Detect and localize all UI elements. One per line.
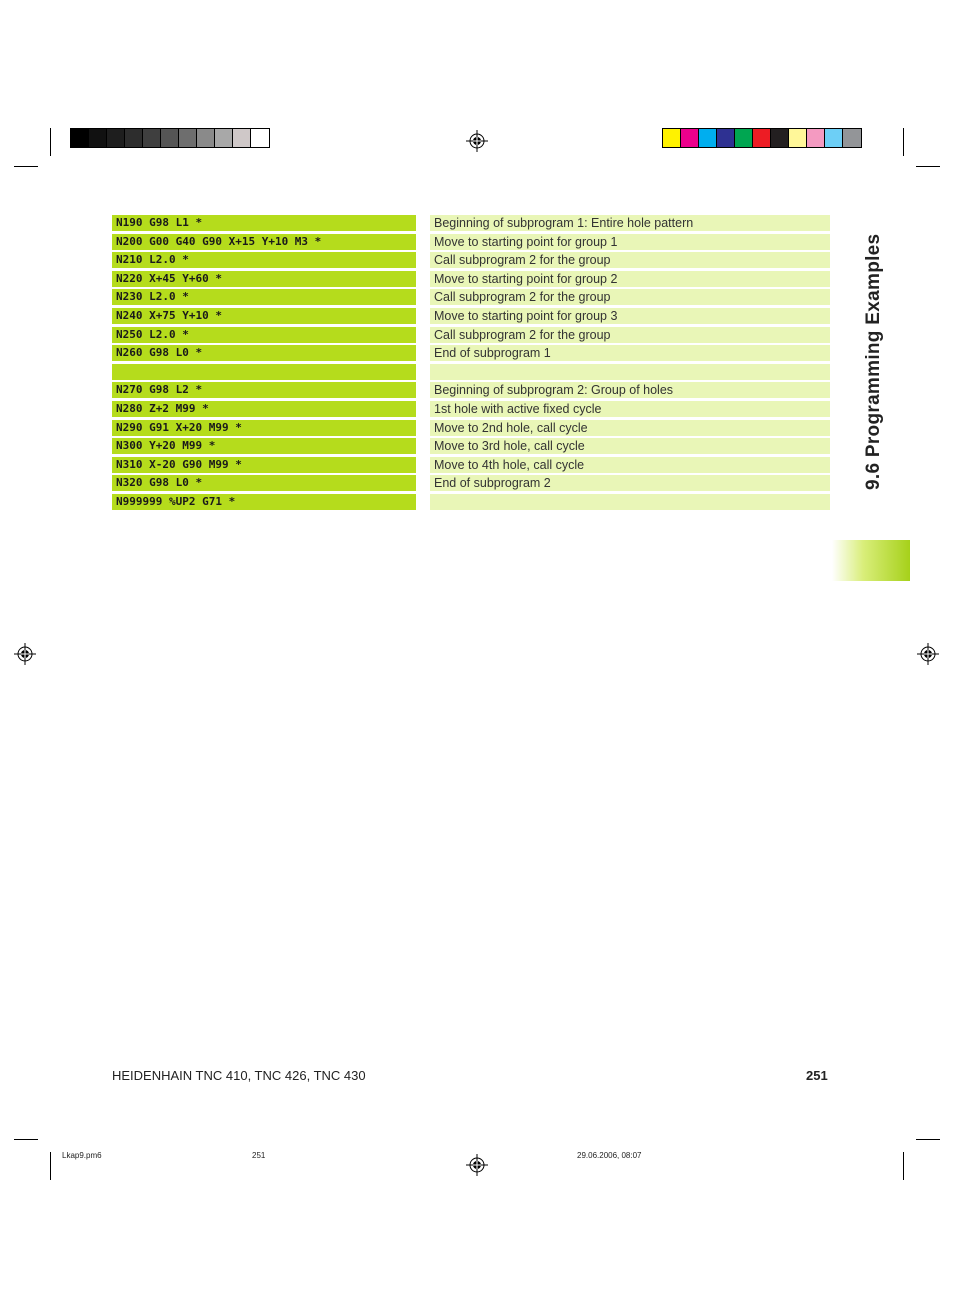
slug-datetime: 29.06.2006, 08:07 <box>577 1151 642 1160</box>
color-swatch <box>843 129 861 147</box>
nc-code: N210 L2.0 * <box>112 252 416 268</box>
slug-page: 251 <box>252 1151 266 1160</box>
page-number: 251 <box>806 1068 828 1083</box>
nc-code: N280 Z+2 M99 * <box>112 401 416 417</box>
crop-mark <box>903 128 904 156</box>
program-row <box>112 234 830 250</box>
nc-comment: Call subprogram 2 for the group <box>430 327 830 343</box>
nc-comment: Move to 3rd hole, call cycle <box>430 438 830 454</box>
grayscale-color-bar <box>70 128 270 148</box>
nc-code: N220 X+45 Y+60 * <box>112 271 416 287</box>
nc-code <box>112 364 416 380</box>
nc-comment: Move to starting point for group 1 <box>430 234 830 250</box>
footer-product: HEIDENHAIN TNC 410, TNC 426, TNC 430 <box>112 1068 366 1083</box>
program-row <box>112 215 830 231</box>
nc-code: N190 G98 L1 * <box>112 215 416 231</box>
color-swatch <box>107 129 125 147</box>
program-row <box>112 345 830 361</box>
color-swatch <box>71 129 89 147</box>
nc-code: N310 X-20 G90 M99 * <box>112 457 416 473</box>
chapter-tab-marker <box>832 540 910 581</box>
registration-mark-icon <box>14 643 36 665</box>
slug-file: Lkap9.pm6 <box>62 1151 102 1160</box>
nc-code: N230 L2.0 * <box>112 289 416 305</box>
nc-comment: Move to 2nd hole, call cycle <box>430 420 830 436</box>
registration-mark-icon <box>466 130 488 152</box>
crop-mark <box>50 1152 51 1180</box>
program-row <box>112 382 830 398</box>
program-row <box>112 494 830 510</box>
nc-code: N270 G98 L2 * <box>112 382 416 398</box>
color-swatch <box>807 129 825 147</box>
color-swatch <box>143 129 161 147</box>
registration-mark-icon <box>917 643 939 665</box>
color-swatch <box>753 129 771 147</box>
crop-mark <box>14 166 38 167</box>
nc-comment: Move to starting point for group 2 <box>430 271 830 287</box>
crop-mark <box>50 128 51 156</box>
program-row <box>112 457 830 473</box>
program-row <box>112 308 830 324</box>
color-swatch <box>735 129 753 147</box>
color-swatch <box>699 129 717 147</box>
nc-comment: Beginning of subprogram 2: Group of holes <box>430 382 830 398</box>
chapter-side-title <box>855 215 889 490</box>
crop-mark <box>14 1139 38 1140</box>
color-swatch <box>179 129 197 147</box>
nc-code: N250 L2.0 * <box>112 327 416 343</box>
program-listing <box>112 215 830 513</box>
nc-comment: Call subprogram 2 for the group <box>430 252 830 268</box>
color-swatch <box>161 129 179 147</box>
nc-comment <box>430 364 830 380</box>
color-swatch <box>663 129 681 147</box>
crop-mark <box>916 166 940 167</box>
nc-code: N200 G00 G40 G90 X+15 Y+10 M3 * <box>112 234 416 250</box>
program-row <box>112 252 830 268</box>
program-row <box>112 420 830 436</box>
registration-mark-icon <box>466 1154 488 1176</box>
color-swatch <box>125 129 143 147</box>
nc-code: N300 Y+20 M99 * <box>112 438 416 454</box>
nc-comment: Move to starting point for group 3 <box>430 308 830 324</box>
program-row <box>112 438 830 454</box>
nc-comment: Move to 4th hole, call cycle <box>430 457 830 473</box>
nc-comment: End of subprogram 1 <box>430 345 830 361</box>
nc-code: N240 X+75 Y+10 * <box>112 308 416 324</box>
program-row <box>112 401 830 417</box>
color-swatch <box>215 129 233 147</box>
chapter-title-text: 9.6 Programming Examples <box>863 233 884 490</box>
nc-code: N260 G98 L0 * <box>112 345 416 361</box>
nc-comment: 1st hole with active fixed cycle <box>430 401 830 417</box>
color-swatch <box>251 129 269 147</box>
nc-comment: Call subprogram 2 for the group <box>430 289 830 305</box>
color-swatch <box>681 129 699 147</box>
program-row <box>112 475 830 491</box>
nc-code: N290 G91 X+20 M99 * <box>112 420 416 436</box>
color-swatch <box>789 129 807 147</box>
nc-comment: End of subprogram 2 <box>430 475 830 491</box>
color-swatch <box>717 129 735 147</box>
process-color-bar <box>662 128 862 148</box>
nc-comment: Beginning of subprogram 1: Entire hole pattern <box>430 215 830 231</box>
nc-code: N999999 %UP2 G71 * <box>112 494 416 510</box>
crop-mark <box>903 1152 904 1180</box>
program-row <box>112 289 830 305</box>
program-row <box>112 271 830 287</box>
color-swatch <box>825 129 843 147</box>
color-swatch <box>89 129 107 147</box>
crop-mark <box>916 1139 940 1140</box>
color-swatch <box>233 129 251 147</box>
nc-comment <box>430 494 830 510</box>
program-row <box>112 327 830 343</box>
color-swatch <box>771 129 789 147</box>
nc-code: N320 G98 L0 * <box>112 475 416 491</box>
color-swatch <box>197 129 215 147</box>
program-row <box>112 364 830 380</box>
